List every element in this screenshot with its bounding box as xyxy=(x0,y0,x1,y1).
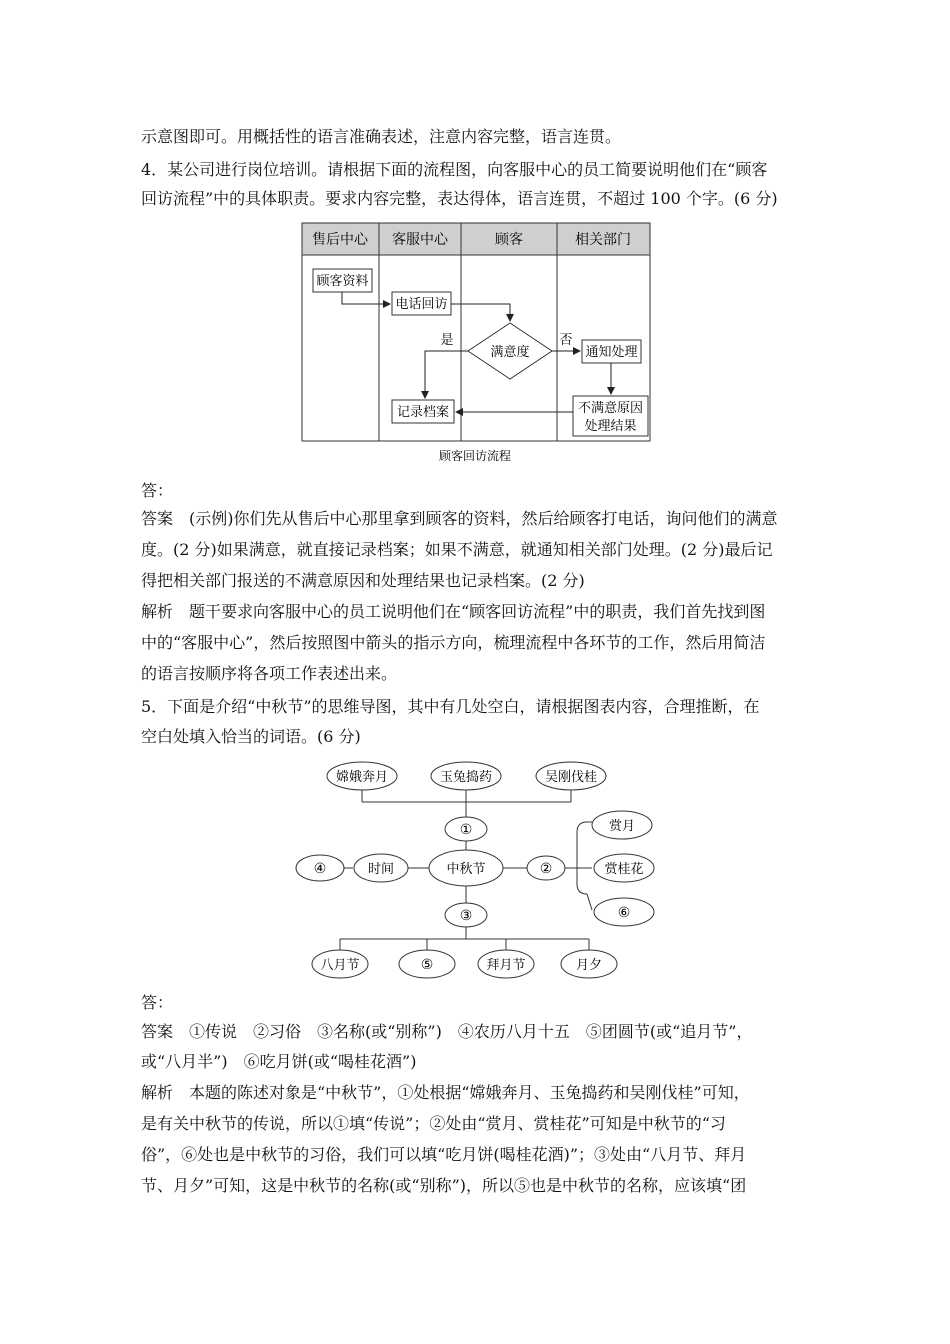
q4-answer-line-2: 度。(2 分)如果满意，就直接记录档案；如果不满意，就通知相关部门处理。(2 分)最后记 xyxy=(141,540,773,559)
intro-tail-text: 示意图即可。用概括性的语言准确表述，注意内容完整，语言连贯。 xyxy=(141,127,622,146)
q4-answer-line-3: 得把相关部门报送的不满意原因和处理结果也记录档案。(2 分) xyxy=(141,571,585,590)
center-node: 中秋节 xyxy=(446,862,486,877)
q5-analysis-line-3: 俗”，⑥处也是中秋节的习俗，我们可以填“吃月饼(喝桂花酒)”；③处由“八月节、拜月 xyxy=(141,1145,747,1164)
lane-related-dept: 相关部门 xyxy=(575,232,631,248)
q4-analysis-line-2: 中的“客服中心”，然后按照图中箭头的指示方向，梳理流程中各环节的工作，然后用简洁 xyxy=(141,633,766,652)
q5-answer-line-1: 答案 ①传说 ②习俗 ③名称(或“别称”) ④农历八月十五 ⑤团圆节(或“追月节”， xyxy=(141,1022,753,1041)
lane-after-sales: 售后中心 xyxy=(312,232,368,248)
mindmap-diagram xyxy=(290,757,670,987)
bottom-item-3: 月夕 xyxy=(575,958,603,973)
label-no: 否 xyxy=(559,333,573,348)
q5-analysis-line-4: 节、月夕”可知，这是中秋节的名称(或“别称”)，所以⑤也是中秋节的名称，应该填“团 xyxy=(141,1176,747,1195)
flowchart-diagram xyxy=(290,218,660,468)
lane-customer-service: 客服中心 xyxy=(392,232,448,248)
node-result-line2: 处理结果 xyxy=(584,419,637,434)
q4-answer-line-1: 答案 (示例)你们先从售后中心那里拿到顾客的资料，然后给顾客打电话，询问他们的满意 xyxy=(141,509,778,528)
q4-analysis-line-1: 解析 题干要求向客服中心的员工说明他们在“顾客回访流程”中的职责，我们首先找到图 xyxy=(141,602,766,621)
q5-analysis-line-2: 是有关中秋节的传说，所以①填“传说”；②处由“赏月、赏桂花”可知是中秋节的“习 xyxy=(141,1114,726,1133)
label-yes: 是 xyxy=(440,333,454,348)
right-item-2: 赏桂花 xyxy=(604,862,644,877)
right-item-1: 赏月 xyxy=(608,819,636,834)
top-item-3: 吴刚伐桂 xyxy=(544,770,598,785)
bottom-item-1: 八月节 xyxy=(320,958,360,973)
node-customer-info: 顾客资料 xyxy=(316,274,369,289)
blank-4: ④ xyxy=(313,861,327,877)
q4-answer-prompt: 答： xyxy=(141,481,174,500)
q5-answer-line-2: 或“八月半”) ⑥吃月饼(或“喝桂花酒”) xyxy=(141,1052,417,1071)
blank-6: ⑥ xyxy=(617,905,631,921)
q5-analysis-line-1: 解析 本题的陈述对象是“中秋节”，①处根据“嫦娥奔月、玉兔捣药和吴刚伐桂”可知， xyxy=(141,1083,750,1102)
q5-line-1: 5．下面是介绍“中秋节”的思维导图，其中有几处空白，请根据图表内容，合理推断，在 xyxy=(141,697,760,716)
q5-answer-prompt: 答： xyxy=(141,993,174,1012)
blank-5: ⑤ xyxy=(420,957,434,973)
blank-1: ① xyxy=(459,822,473,838)
blank-3: ③ xyxy=(459,908,473,924)
node-phone-visit: 电话回访 xyxy=(395,297,448,312)
blank-2: ② xyxy=(539,861,553,877)
q5-line-2: 空白处填入恰当的词语。(6 分) xyxy=(141,727,361,746)
bottom-item-2: 拜月节 xyxy=(486,958,526,973)
q4-line-2: 回访流程”中的具体职责。要求内容完整，表达得体，语言连贯，不超过 100 个字。(6 分) xyxy=(141,189,778,208)
node-result-line1: 不满意原因 xyxy=(577,401,644,416)
time-node: 时间 xyxy=(367,862,395,877)
q4-analysis-line-3: 的语言按顺序将各项工作表述出来。 xyxy=(141,664,398,683)
lane-customer: 顾客 xyxy=(495,232,523,248)
q4-line-1: 4．某公司进行岗位培训。请根据下面的流程图，向客服中心的员工简要说明他们在“顾客 xyxy=(141,160,768,179)
node-record-file: 记录档案 xyxy=(396,405,450,420)
top-item-2: 玉兔捣药 xyxy=(439,770,493,785)
node-notify: 通知处理 xyxy=(585,345,638,360)
node-satisfaction: 满意度 xyxy=(490,345,530,360)
top-item-1: 嫦娥奔月 xyxy=(335,770,389,785)
flowchart-caption: 顾客回访流程 xyxy=(438,449,512,463)
